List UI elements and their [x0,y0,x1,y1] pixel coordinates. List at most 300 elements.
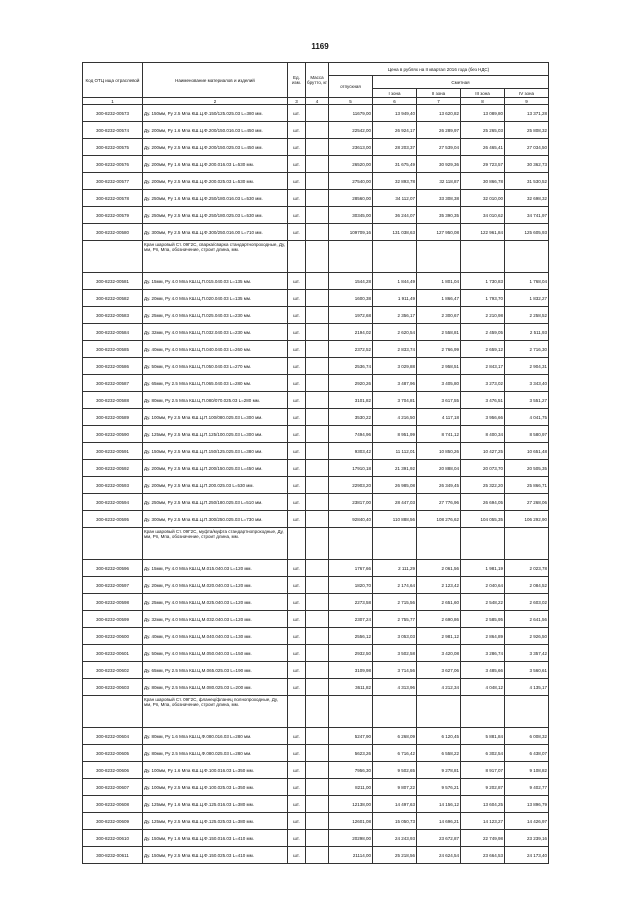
code-cell: 300-8232-00604 [83,728,143,745]
empty-cell [288,528,306,560]
zone-price-cell: 2 926,50 [505,628,549,645]
zone-price-cell: 5 881,84 [461,728,505,745]
header-code: Код ОТЦ ища отраслевой [83,63,143,98]
zone-price-cell: 2 023,78 [505,560,549,577]
zone-price-cell: 13 371,28 [505,105,549,122]
zone-price-cell: 27 539,04 [417,139,461,156]
unit-cell: шт. [288,477,306,494]
name-cell: Ду. 32мм, Ру 4.0 Мпа КШ.Ц.П.032.040.03 L=230 мм. [143,324,288,341]
mass-cell [306,173,329,190]
unit-cell: шт. [288,207,306,224]
zone-price-cell: 9 278,81 [417,762,461,779]
zone-price-cell: 125 605,93 [505,224,549,241]
zone-price-cell: 34 010,62 [461,207,505,224]
zone-price-cell: 30 866,78 [461,173,505,190]
mass-cell [306,190,329,207]
code-cell: 300-8232-00575 [83,139,143,156]
mass-cell [306,813,329,830]
otpusk-price-cell: 1820,70 [329,577,373,594]
empty-cell [461,696,505,728]
table-row [83,762,549,779]
name-cell: Ду. 125мм, Ру 2.5 Мпа КШ.Ц.П.125/100.025.03 L=300 мм. [143,426,288,443]
zone-price-cell: 1 801,04 [417,273,461,290]
zone-price-cell: 23 664,53 [461,847,505,864]
zone-price-cell: 4 041,75 [505,409,549,426]
mass-cell [306,511,329,528]
zone-price-cell: 1 768,04 [505,273,549,290]
mass-cell [306,105,329,122]
empty-cell [417,241,461,273]
zone-price-cell: 26 465,41 [461,139,505,156]
group-heading: Кран шаровый Ст. 09Г2С, муфта/муфта стандартнопроходные, Ду, мм, Рп, Мпа, обозначение, строит длина, мм. [143,528,288,560]
zone-price-cell: 9 502,65 [373,762,417,779]
zone-price-cell: 6 302,54 [461,745,505,762]
code-cell [83,696,143,728]
zone-price-cell: 25 866,71 [505,477,549,494]
zone-price-cell: 6 558,22 [417,745,461,762]
name-cell: Ду. 200мм, Ру 1.6 Мпа КШ.Ц.Ф.200.016.03 L=530 мм. [143,156,288,173]
zone-price-cell: 3 029,88 [373,358,417,375]
mass-cell [306,745,329,762]
group-heading-row [83,696,549,728]
table-row [83,662,549,679]
zone-price-cell: 13 604,25 [461,796,505,813]
empty-cell [306,528,329,560]
zone-price-cell: 30 929,36 [417,156,461,173]
zone-price-cell: 27 776,96 [417,494,461,511]
table-row [83,477,549,494]
zone-price-cell: 13 949,40 [373,105,417,122]
page-number: 1169 [311,42,329,51]
mass-cell [306,307,329,324]
unit-cell: шт. [288,139,306,156]
zone-price-cell: 3 286,74 [461,645,505,662]
header-price-title: Цена в рублях на II квартал 2016 года (без НДС) [329,63,549,76]
mass-cell [306,679,329,696]
name-cell: Ду. 300мм, Ру 2.5 Мпа КШ.Ц.П.300/250.025.03 L=730 мм. [143,511,288,528]
header-row-1 [83,63,549,76]
name-cell: Ду. 80мм, Ру 2.5 Мпа КШ.Ц.М.080.025.03 L=200 мм. [143,679,288,696]
name-cell: Ду. 50мм, Ру 4.0 Мпа КШ.Ц.М.050.040.03 L=150 мм. [143,645,288,662]
zone-price-cell: 31 675,49 [373,156,417,173]
col-number: 9 [505,98,549,105]
otpusk-price-cell: 22542,00 [329,122,373,139]
unit-cell: шт. [288,375,306,392]
zone-price-cell: 6 120,45 [417,728,461,745]
zone-price-cell: 2 958,51 [417,358,461,375]
col-number: 3 [288,98,306,105]
zone-price-cell: 3 476,51 [461,392,505,409]
otpusk-price-cell: 11679,00 [329,105,373,122]
zone-price-cell: 2 603,02 [505,594,549,611]
zone-price-cell: 28 447,03 [373,494,417,511]
zone-price-cell: 4 117,18 [417,409,461,426]
table-row [83,847,549,864]
header-unit: Ед. изм. [288,63,306,98]
zone-price-cell: 6 008,32 [505,728,549,745]
zone-price-cell: 9 807,22 [373,779,417,796]
code-cell: 300-8232-00596 [83,560,143,577]
zone-price-cell: 29 723,57 [461,156,505,173]
unit-cell: шт. [288,190,306,207]
otpusk-price-cell: 5623,26 [329,745,373,762]
zone-price-cell: 3 053,03 [373,628,417,645]
zone-price-cell: 2 659,12 [461,341,505,358]
zone-price-cell: 2 716,30 [505,341,549,358]
name-cell: Ду. 200мм, Ру 1.6 Мпа КШ.Ц.Ф.200/150.016.03 L=450 мм. [143,122,288,139]
name-cell: Ду. 125мм, Ру 1.6 Мпа КШ.Ц.Ф.125.016.03 L=380 мм. [143,796,288,813]
otpusk-price-cell: 28560,00 [329,190,373,207]
zone-price-cell: 25 218,56 [373,847,417,864]
zone-price-cell: 3 551,27 [505,392,549,409]
zone-price-cell: 2 755,77 [373,611,417,628]
group-heading: Кран шаровый Ст. 09Г2С, сварка/сварка стандартнопроходные, Ду, мм, Рп, Мпа, обозначение, строит длина, мм. [143,241,288,273]
unit-cell: шт. [288,560,306,577]
zone-price-cell: 3 956,66 [461,409,505,426]
otpusk-price-cell: 92840,40 [329,511,373,528]
otpusk-price-cell: 1972,68 [329,307,373,324]
empty-cell [306,696,329,728]
mass-cell [306,796,329,813]
table-row [83,443,549,460]
header-zone-4: IV зона [505,89,549,98]
table-row [83,324,549,341]
zone-price-cell: 13 896,79 [505,796,549,813]
empty-cell [417,696,461,728]
table-row [83,779,549,796]
otpusk-price-cell: 2920,26 [329,375,373,392]
zone-price-cell: 20 505,35 [505,460,549,477]
name-cell: Ду. 200мм, Ру 2.5 Мпа КШ.Ц.Ф.200.025.03 L=530 мм. [143,173,288,190]
name-cell: Ду. 150мм, Ру 2.5 Мпа КШ.Ц.Ф.150/125.025.03 L=380 мм. [143,105,288,122]
table-row [83,139,549,156]
table-row [83,813,549,830]
zone-price-cell: 1 832,27 [505,290,549,307]
zone-price-cell: 21 391,92 [373,460,417,477]
code-cell: 300-8232-00583 [83,307,143,324]
code-cell: 300-8232-00599 [83,611,143,628]
table-row [83,628,549,645]
code-cell: 300-8232-00591 [83,443,143,460]
code-cell: 300-8232-00577 [83,173,143,190]
unit-cell: шт. [288,745,306,762]
name-cell: Ду. 80мм, Ру 2.5 Мпа КШ.Ц.Ф.080.025.03 L=280 мм. [143,745,288,762]
table-row [83,460,549,477]
unit-cell: шт. [288,494,306,511]
zone-price-cell: 2 511,93 [505,324,549,341]
empty-cell [373,696,417,728]
zone-price-cell: 4 048,12 [461,679,505,696]
name-cell: Ду. 100мм, Ру 2.5 Мпа КШ.Ц.П.100/080.025.03 L=300 мм. [143,409,288,426]
unit-cell: шт. [288,324,306,341]
otpusk-price-cell: 22903,20 [329,477,373,494]
code-cell: 300-8232-00592 [83,460,143,477]
code-cell: 300-8232-00594 [83,494,143,511]
unit-cell: шт. [288,392,306,409]
unit-cell: шт. [288,426,306,443]
name-cell: Ду. 80мм, Ру 2.5 Мпа КШ.Ц.П.080/070.025.03 L=280 мм. [143,392,288,409]
code-cell: 300-8232-00601 [83,645,143,662]
code-cell: 300-8232-00602 [83,662,143,679]
code-cell: 300-8232-00603 [83,679,143,696]
table-row [83,392,549,409]
zone-price-cell: 6 438,07 [505,745,549,762]
unit-cell: шт. [288,273,306,290]
table-row [83,494,549,511]
table-row [83,728,549,745]
empty-cell [329,528,373,560]
otpusk-price-cell: 2307,24 [329,611,373,628]
unit-cell: шт. [288,358,306,375]
otpusk-price-cell: 20298,00 [329,830,373,847]
zone-price-cell: 9 202,87 [461,779,505,796]
zone-price-cell: 25 322,20 [461,477,505,494]
mass-cell [306,122,329,139]
code-cell: 300-8232-00600 [83,628,143,645]
table-row [83,796,549,813]
table-row [83,290,549,307]
zone-price-cell: 11 112,01 [373,443,417,460]
code-cell: 300-8232-00581 [83,273,143,290]
mass-cell [306,273,329,290]
zone-price-cell: 28 203,37 [373,139,417,156]
name-cell: Ду. 20мм, Ру 4.0 Мпа КШ.Ц.П.020.040.03 L=135 мм. [143,290,288,307]
table-row [83,426,549,443]
table-row [83,105,549,122]
zone-price-cell: 131 038,63 [373,224,417,241]
zone-price-cell: 3 357,42 [505,645,549,662]
mass-cell [306,224,329,241]
name-cell: Ду. 150мм, Ру 2.5 Мпа КШ.Ц.Ф.150.025.03 L=410 мм. [143,847,288,864]
code-cell: 300-8232-00597 [83,577,143,594]
mass-cell [306,358,329,375]
col-number: 1 [83,98,143,105]
mass-cell [306,762,329,779]
table-row [83,830,549,847]
col-number: 8 [461,98,505,105]
otpusk-price-cell: 23817,00 [329,494,373,511]
name-cell: Ду. 250мм, Ру 2.5 Мпа КШ.Ц.П.250/180.025.03 L=510 мм. [143,494,288,511]
zone-price-cell: 4 216,50 [373,409,417,426]
col-number: 2 [143,98,288,105]
price-table [82,62,549,864]
name-cell: Ду. 50мм, Ру 4.0 Мпа КШ.Ц.П.050.040.03 L=270 мм. [143,358,288,375]
zone-price-cell: 14 156,12 [417,796,461,813]
unit-cell: шт. [288,511,306,528]
empty-cell [505,528,549,560]
zone-price-cell: 25 265,03 [461,122,505,139]
name-cell: Ду. 200мм, Ру 2.5 Мпа КШ.Ц.П.200/150.025.03 L=450 мм. [143,460,288,477]
header-zone-2: II зона [417,89,461,98]
zone-price-cell: 8 400,34 [461,426,505,443]
otpusk-price-cell: 2536,74 [329,358,373,375]
mass-cell [306,594,329,611]
code-cell: 300-8232-00573 [83,105,143,122]
zone-price-cell: 8 951,99 [373,426,417,443]
unit-cell: шт. [288,611,306,628]
unit-cell: шт. [288,577,306,594]
otpusk-price-cell: 9303,42 [329,443,373,460]
mass-cell [306,409,329,426]
zone-price-cell: 27 268,06 [505,494,549,511]
otpusk-price-cell: 12601,08 [329,813,373,830]
zone-price-cell: 3 617,55 [417,392,461,409]
unit-cell: шт. [288,443,306,460]
code-cell: 300-8232-00589 [83,409,143,426]
table-row [83,560,549,577]
code-cell: 300-8232-00578 [83,190,143,207]
unit-cell: шт. [288,762,306,779]
zone-price-cell: 26 985,08 [373,477,417,494]
code-cell: 300-8232-00586 [83,358,143,375]
mass-cell [306,830,329,847]
zone-price-cell: 1 730,83 [461,273,505,290]
zone-price-cell: 32 698,32 [505,190,549,207]
table-row [83,173,549,190]
otpusk-price-cell: 109709,16 [329,224,373,241]
unit-cell: шт. [288,679,306,696]
zone-price-cell: 2 061,56 [417,560,461,577]
zone-price-cell: 3 627,06 [417,662,461,679]
mass-cell [306,645,329,662]
mass-cell [306,779,329,796]
col-number: 5 [329,98,373,105]
mass-cell [306,341,329,358]
unit-cell: шт. [288,847,306,864]
zone-price-cell: 14 497,63 [373,796,417,813]
mass-cell [306,207,329,224]
zone-price-cell: 2 843,17 [461,358,505,375]
table-row [83,645,549,662]
zone-price-cell: 23 672,87 [417,830,461,847]
mass-cell [306,847,329,864]
zone-price-cell: 122 961,84 [461,224,505,241]
group-heading-row [83,241,549,273]
otpusk-price-cell: 7494,96 [329,426,373,443]
zone-price-cell: 20 888,04 [417,460,461,477]
table-row [83,156,549,173]
zone-price-cell: 10 427,25 [461,443,505,460]
table-row [83,745,549,762]
mass-cell [306,611,329,628]
name-cell: Ду. 100мм, Ру 1.6 Мпа КШ.Ц.Ф.100.016.03 L=350 мм. [143,762,288,779]
zone-price-cell: 35 390,35 [417,207,461,224]
zone-price-cell: 1 981,19 [461,560,505,577]
unit-cell: шт. [288,341,306,358]
mass-cell [306,375,329,392]
code-cell: 300-8232-00588 [83,392,143,409]
table-row [83,511,549,528]
unit-cell: шт. [288,307,306,324]
otpusk-price-cell: 23613,00 [329,139,373,156]
zone-price-cell: 9 576,21 [417,779,461,796]
zone-price-cell: 2 210,98 [461,307,505,324]
mass-cell [306,392,329,409]
unit-cell: шт. [288,105,306,122]
group-heading: Кран шаровый Ст. 09Г2С, фланец/фланец полнопроходные, Ду, мм, Рп, Мпа, обозначение, строит длина, мм. [143,696,288,728]
unit-cell: шт. [288,813,306,830]
unit-cell: шт. [288,779,306,796]
code-cell: 300-8232-00595 [83,511,143,528]
table-row [83,122,549,139]
unit-cell: шт. [288,173,306,190]
mass-cell [306,494,329,511]
zone-price-cell: 26 924,17 [373,122,417,139]
zone-price-cell: 6 716,42 [373,745,417,762]
name-cell: Ду. 250мм, Ру 2.5 Мпа КШ.Ц.Ф.250/180.025.03 L=530 мм. [143,207,288,224]
code-cell: 300-8232-00584 [83,324,143,341]
unit-cell: шт. [288,224,306,241]
unit-cell: шт. [288,409,306,426]
zone-price-cell: 2 300,67 [417,307,461,324]
empty-cell [329,696,373,728]
empty-cell [505,241,549,273]
table-row [83,611,549,628]
zone-price-cell: 34 112,07 [373,190,417,207]
zone-price-cell: 3 502,58 [373,645,417,662]
otpusk-price-cell: 21114,00 [329,847,373,864]
header-smetnaya: Сметная [373,76,549,89]
zone-price-cell: 1 793,70 [461,290,505,307]
table-row [83,358,549,375]
zone-price-cell: 2 981,12 [417,628,461,645]
otpusk-price-cell: 2194,02 [329,324,373,341]
name-cell: Ду. 15мм, Ру 4.0 Мпа КШ.Ц.М.015.040.03 L=120 мм. [143,560,288,577]
unit-cell: шт. [288,122,306,139]
unit-cell: шт. [288,728,306,745]
otpusk-price-cell: 5247,90 [329,728,373,745]
zone-price-cell: 2 123,42 [417,577,461,594]
code-cell: 300-8232-00582 [83,290,143,307]
zone-price-cell: 2 864,89 [461,628,505,645]
zone-price-cell: 24 173,40 [505,847,549,864]
header-zone-3: III зона [461,89,505,98]
code-cell: 300-8232-00585 [83,341,143,358]
zone-price-cell: 2 040,64 [461,577,505,594]
otpusk-price-cell: 30345,00 [329,207,373,224]
name-cell: Ду. 65мм, Ру 2.5 Мпа КШ.Ц.П.065.040.03 L=280 мм. [143,375,288,392]
otpusk-price-cell: 7956,30 [329,762,373,779]
empty-cell [461,528,505,560]
header-zone-1: I зона [373,89,417,98]
zone-price-cell: 108 276,62 [417,511,461,528]
zone-price-cell: 22 749,98 [461,830,505,847]
zone-price-cell: 2 833,74 [373,341,417,358]
mass-cell [306,443,329,460]
zone-price-cell: 1 911,49 [373,290,417,307]
zone-price-cell: 25 808,32 [505,122,549,139]
otpusk-price-cell: 2372,52 [329,341,373,358]
code-cell: 300-8232-00610 [83,830,143,847]
zone-price-cell: 3 405,80 [417,375,461,392]
zone-price-cell: 30 362,73 [505,156,549,173]
zone-price-cell: 3 420,08 [417,645,461,662]
mass-cell [306,560,329,577]
unit-cell: шт. [288,156,306,173]
name-cell: Ду. 32мм, Ру 4.0 Мпа КШ.Ц.М.032.040.03 L=120 мм. [143,611,288,628]
empty-cell [288,696,306,728]
code-cell: 300-8232-00607 [83,779,143,796]
zone-price-cell: 26 289,97 [417,122,461,139]
otpusk-price-cell: 17910,18 [329,460,373,477]
name-cell: Ду. 20мм, Ру 4.0 Мпа КШ.Ц.М.020.040.03 L=120 мм. [143,577,288,594]
header-mass: Масса брутто, кг [306,63,329,98]
zone-price-cell: 2 111,29 [373,560,417,577]
mass-cell [306,139,329,156]
table-row [83,594,549,611]
name-cell: Ду. 125мм, Ру 2.5 Мпа КШ.Ц.Ф.125.025.03 L=380 мм. [143,813,288,830]
otpusk-price-cell: 3109,98 [329,662,373,679]
